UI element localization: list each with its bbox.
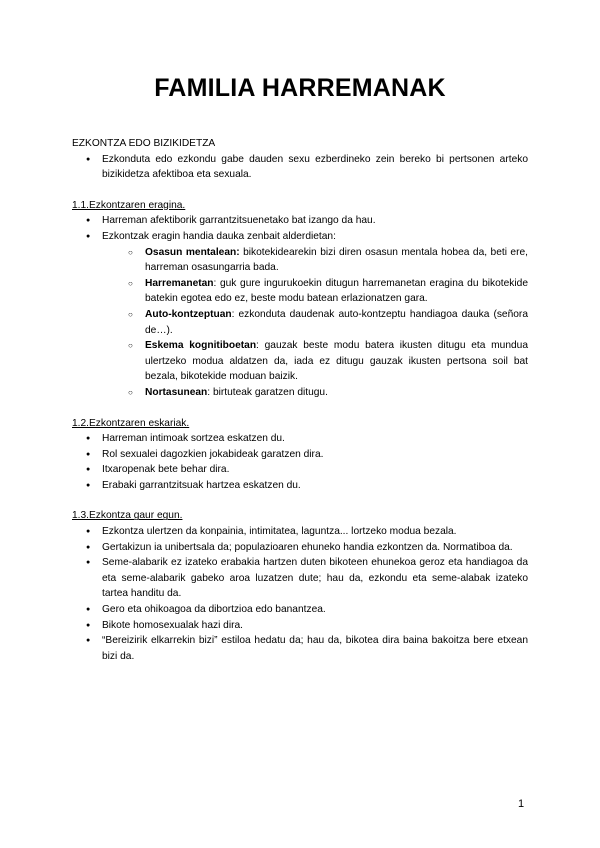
list-item: ● Ezkontza ulertzen da konpainia, intimitatea, laguntza... lortzeko modua bezala. — [72, 524, 528, 540]
list-item: ● Harreman intimoak sortzea eskatzen du. — [72, 431, 528, 447]
sub-list-item — [72, 276, 528, 307]
sub-item-term: Eskema kognitiboetan — [145, 340, 257, 352]
section-1-3-list — [72, 524, 528, 664]
sub-item-term: Nortasunean — [145, 386, 208, 398]
sub-item-text: bikotekidearekin bizi diren osasun mentala hobea da, beti ere, harreman osasungarria bada. — [145, 246, 528, 274]
sub-item-text: : ezkonduta daudenak auto-kontzeptu handiagoa dauka (señora de…). — [145, 308, 528, 336]
list-item: ● Gero eta ohikoagoa da dibortzioa edo banantzea. — [72, 602, 528, 618]
sub-list-item — [72, 245, 528, 276]
list-item: ● Ezkontzak eragin handia dauka zenbait alderdietan: — [72, 229, 528, 245]
sub-item-term: Auto-kontzeptuan — [145, 308, 232, 320]
sub-list-item — [72, 338, 528, 385]
page-title: FAMILIA HARREMANAK — [154, 74, 446, 102]
intro-heading: EZKONTZA EDO BIZIKIDETZA — [72, 138, 216, 149]
list-item: ● Seme-alabarik ez izateko erabakia hartzen duten bikoteen ehunekoa geroz eta handiagoa da eta seme-alabarik gabeko aroa luzatzen dute; hau da, ezkondu eta seme-alabak izateko tartea handitu da. — [72, 555, 528, 602]
sub-list-item — [72, 385, 528, 401]
section-heading-1-1: 1.1.Ezkontzaren eragina. — [72, 199, 186, 211]
list-item: ● Gertakizun ia unibertsala da; populazioaren ehuneko handia ezkontzen da. Normatiboa da. — [72, 540, 528, 556]
section-heading-1-2: 1.2.Ezkontzaren eskariak. — [72, 417, 190, 429]
list-item: ● Ezkonduta edo ezkondu gabe dauden sexu ezberdineko zein bereko bi pertsonen arteko bizikidetza afektiboa eta sexuala. — [72, 152, 528, 183]
section-heading-1-3: 1.3.Ezkontza gaur egun. — [72, 510, 183, 522]
section-1-1-list — [72, 213, 528, 400]
list-item: ● Itxaropenak bete behar dira. — [72, 462, 528, 478]
sub-item-text: : gauzak beste modu batera ikusten ditugu eta mundua ulertzeko modua aldatzen da, iada ez ditugu gauzak ikusten pertsona soil bat bezala, bikotekide moduan baizik. — [145, 340, 528, 383]
sub-item-term: Osasun mentalean: — [145, 246, 240, 258]
intro-list — [72, 152, 528, 183]
document-body — [72, 136, 528, 664]
sub-item-text: : birtuteak garatzen ditugu. — [207, 386, 328, 398]
list-item: ● Bikote homosexualak hazi dira. — [72, 618, 528, 634]
sub-list-item — [72, 307, 528, 338]
sub-item-text: : guk gure ingurukoekin ditugun harremanetan eragina du bikotekide batekin egotea edo ez, beste modu batean erlazionatzen gara. — [145, 277, 528, 305]
sub-item-term: Harremanetan — [145, 277, 214, 289]
section-1-2-list — [72, 431, 528, 493]
list-item: ● Harreman afektiborik garrantzitsuenetako bat izango da hau. — [72, 213, 528, 229]
list-item: ● Rol sexualei dagozkien jokabideak garatzen dira. — [72, 447, 528, 463]
list-item: ● “Bereizirik elkarrekin bizi” estiloa hedatu da; hau da, bikotea dira baina bakoitza bere etxean bizi da. — [72, 633, 528, 664]
page-number: 1 — [518, 798, 525, 810]
list-item: ● Erabaki garrantzitsuak hartzea eskatzen du. — [72, 478, 528, 494]
